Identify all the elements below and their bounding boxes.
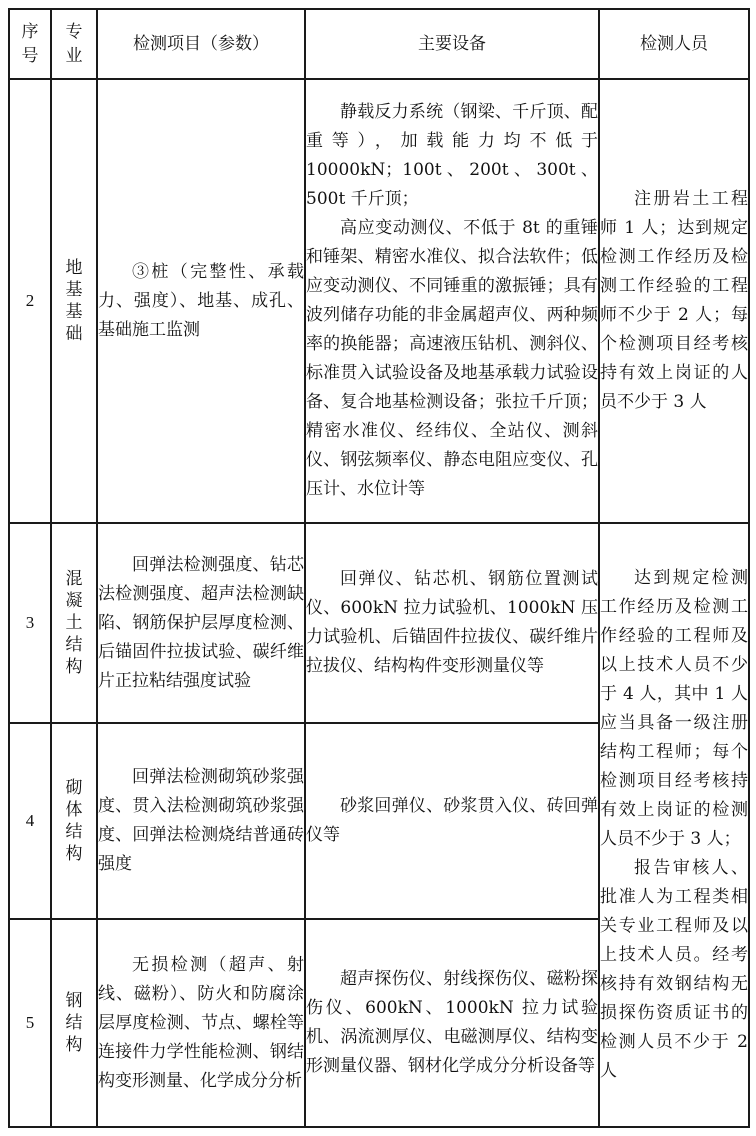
header-staff: 检测人员 <box>599 9 749 79</box>
row-equipment: 砂浆回弹仪、砂浆贯入仪、砖回弹仪等 <box>305 723 599 919</box>
staff-paragraph: 报告审核人、批准人为工程类相关专业工程师及以上技术人员。经考核持有效钢结构无损探伤资质证书的检测人员不少于 2 人 <box>600 858 748 1081</box>
header-items: 检测项目（参数） <box>97 9 305 79</box>
row-num: 3 <box>9 523 51 723</box>
row-items: 无损检测（超声、射线、磁粉）、防火和防腐涂层厚度检测、节点、螺栓等连接件力学性能检测、钢结构变形测量、化学成分分析 <box>97 919 305 1127</box>
row-num: 5 <box>9 919 51 1127</box>
row-major: 地基基础 <box>51 79 97 523</box>
header-equipment: 主要设备 <box>305 9 599 79</box>
header-row <box>9 9 749 79</box>
header-num: 序号 <box>9 9 51 79</box>
row-items: 回弹法检测砌筑砂浆强度、贯入法检测砌筑砂浆强度、回弹法检测烧结普通砖强度 <box>97 723 305 919</box>
row-items: 回弹法检测强度、钻芯法检测强度、超声法检测缺陷、钢筋保护层厚度检测、后锚固件拉拔试验、碳纤维片正拉粘结强度试验 <box>97 523 305 723</box>
row-items: ③桩（完整性、承载力、强度）、地基、成孔、基础施工监测 <box>97 79 305 523</box>
row-equipment: 回弹仪、钻芯机、钢筋位置测试仪、600kN 拉力试验机、1000kN 压力试验机、后锚固件拉拔仪、碳纤维片拉拔仪、结构构件变形测量仪等 <box>305 523 599 723</box>
shared-staff <box>599 523 749 1127</box>
equipment-paragraph: 高应变动测仪、不低于 8t 的重锤和锤架、精密水准仪、拟合法软件；低应变动测仪、不同锤重的激振锤；具有波列储存功能的非金属超声仪、两种频率的换能器；高速液压钻机、测斜仪、标准贯入试验设备及地基承载力试验设备、复合地基检测设备；张拉千斤顶；精密水准仪、经纬仪、全站仪、测斜仪、钢弦频率仪、静态电阻应变仪、孔压计、水位计等 <box>306 218 598 499</box>
row-equipment <box>305 79 599 523</box>
row-major: 混凝土结构 <box>51 523 97 723</box>
equipment-paragraph: 静载反力系统（钢梁、千斤顶、配重等），加载能力均不低于 10000kN；100t、200t、300t、500t 千斤顶； <box>306 102 598 209</box>
staff-paragraph: 达到规定检测工作经历及检测工作经验的工程师及以上技术人员不少于 4 人，其中 1 人应当具备一级注册结构工程师；每个检测项目经考核持有效上岗证的检测人员不少于 3 人； <box>600 568 748 849</box>
row-staff: 注册岩土工程师 1 人；达到规定检测工作经历及检测工作经验的工程师不少于 2 人；每个检测项目经考核持有效上岗证的人员不少于 3 人 <box>599 79 749 523</box>
row-equipment: 超声探伤仪、射线探伤仪、磁粉探伤仪、600kN、1000kN 拉力试验机、涡流测厚仪、电磁测厚仪、结构变形测量仪器、钢材化学成分分析设备等 <box>305 919 599 1127</box>
table-row <box>9 523 749 723</box>
row-major: 砌体结构 <box>51 723 97 919</box>
header-major: 专业 <box>51 9 97 79</box>
table-row <box>9 79 749 523</box>
row-num: 4 <box>9 723 51 919</box>
qualification-table <box>8 8 750 1128</box>
row-major: 钢结构 <box>51 919 97 1127</box>
row-num: 2 <box>9 79 51 523</box>
